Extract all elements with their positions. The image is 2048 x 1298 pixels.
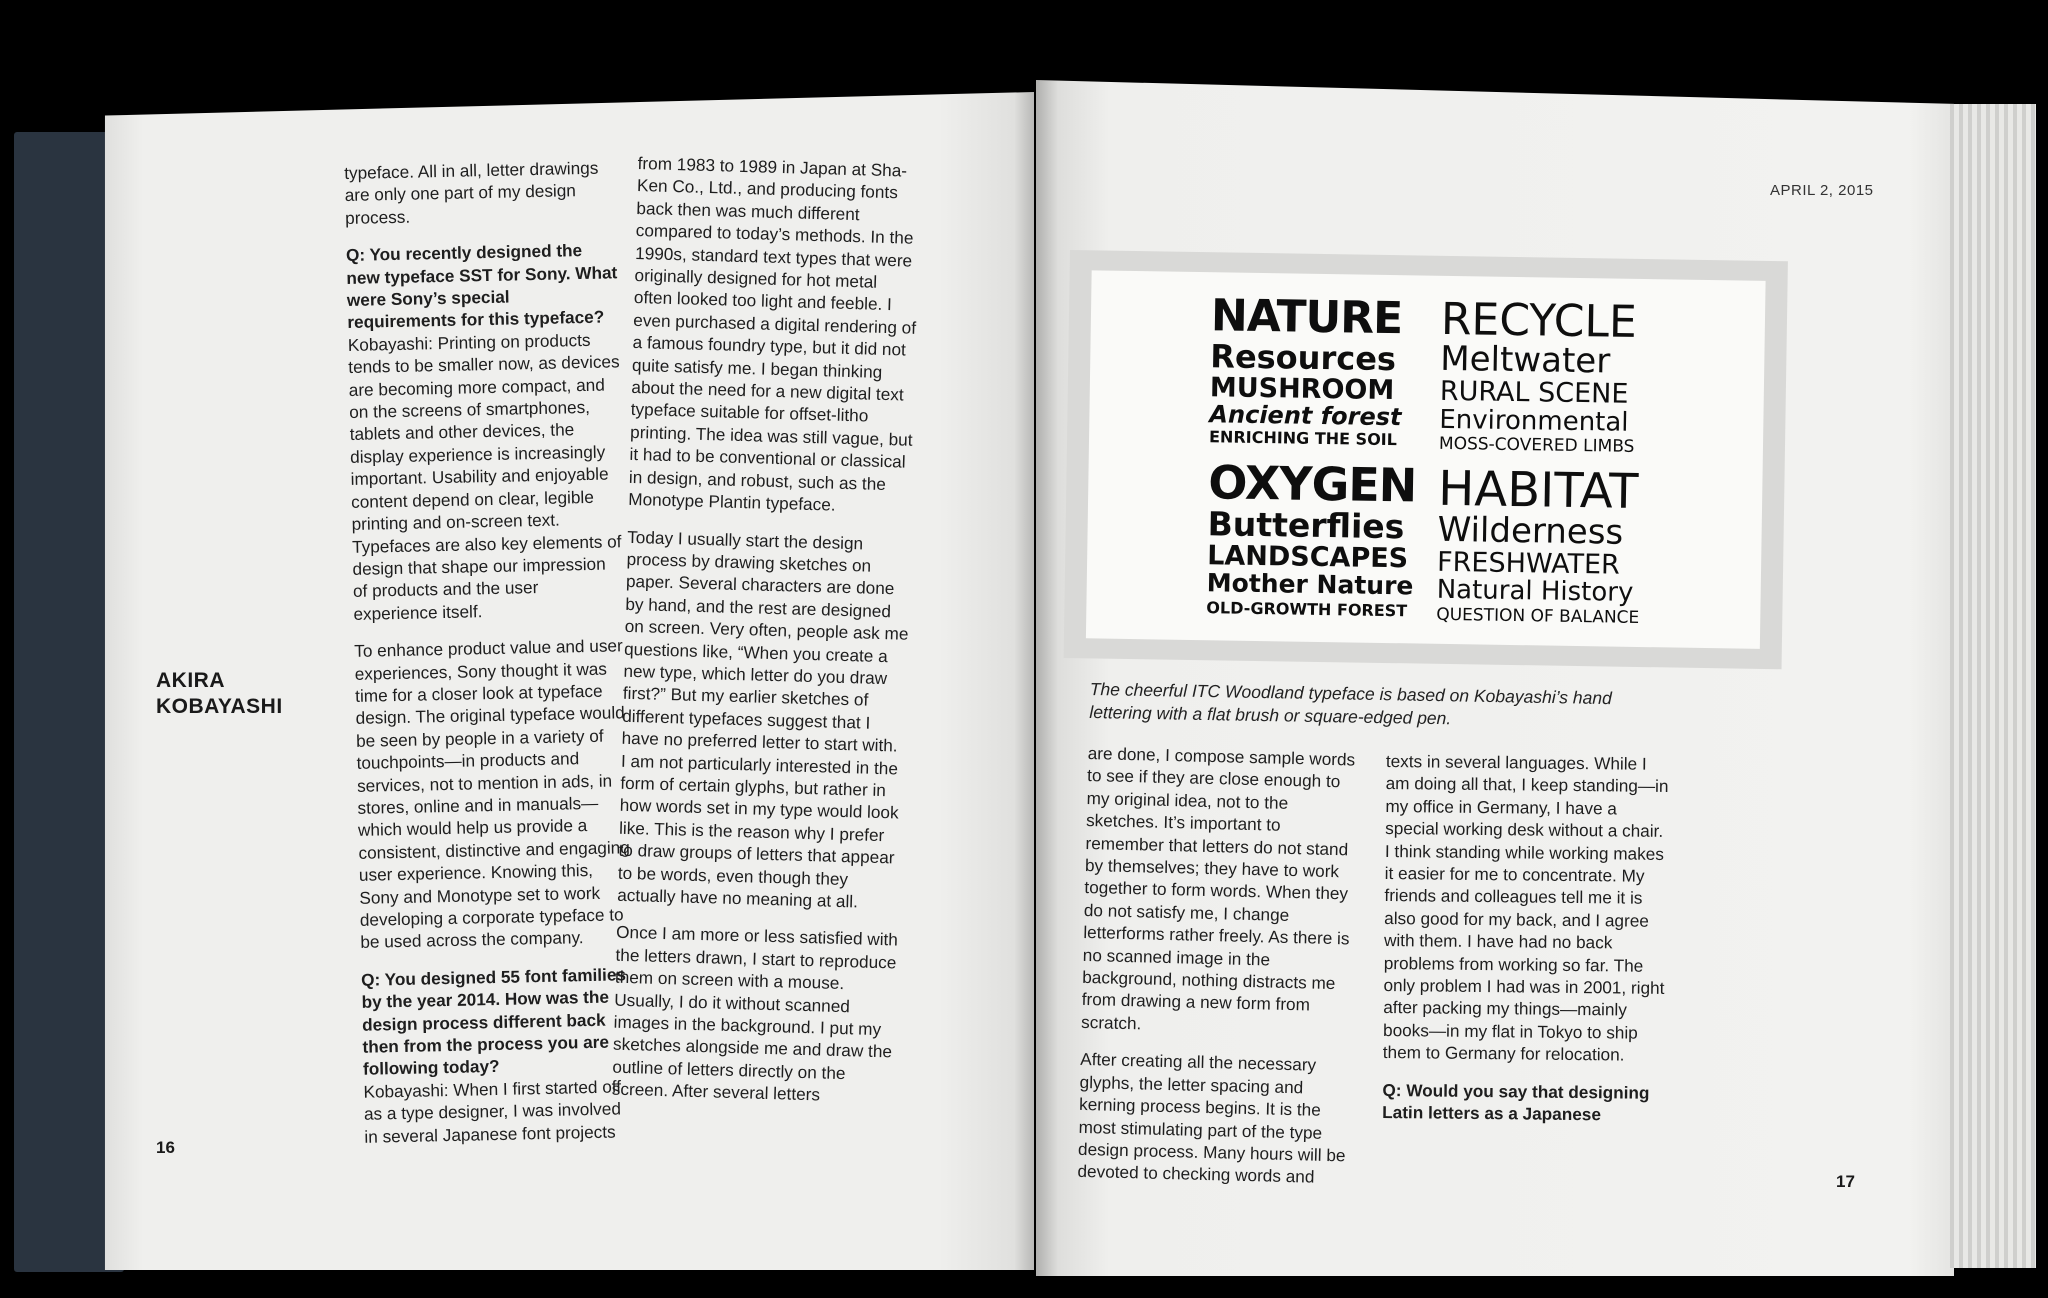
specimen-word: Butterflies bbox=[1207, 504, 1405, 547]
answer: Kobayashi: Printing on products tends to be smaller now, as devices are becoming more compact, and on the screens of smartphones, tablets and other devices, the display experience is increasingly important. Usability and enjoyable content depend on clear, legible printing and on-screen text. Typefaces are also key elements of design that shape our impression of products and the user experience itself. bbox=[347, 329, 622, 624]
question: Q: You recently designed the new typeface SST for Sony. What were Sony’s special requirements for this typeface? bbox=[345, 240, 618, 333]
left-column-2 bbox=[611, 152, 922, 1123]
specimen-word: FRESHWATER bbox=[1436, 546, 1621, 581]
question: Q: You designed 55 font families by the year 2014. How was the design process different back then from the process you are following today? bbox=[360, 964, 627, 1080]
specimen-word: Resources bbox=[1210, 337, 1397, 379]
paragraph: are done, I compose sample words to see if they are close enough to my original idea, not to the sketches. It’s important to remember that letters do not stand by themselves; they have to work together to form words. When they do not satisfy me, I change letterforms rather freely. As there is no scanned image in the background, nothing distracts me from drawing a new form from scratch. bbox=[1080, 742, 1356, 1034]
specimen-word: MOSS-COVERED LIMBS bbox=[1438, 433, 1635, 457]
specimen-word: Mother Nature bbox=[1206, 568, 1414, 601]
specimen-word: Natural History bbox=[1436, 574, 1634, 608]
specimen-panel bbox=[1086, 270, 1766, 649]
specimen-right-words bbox=[1436, 293, 1644, 628]
author-name: AKIRA KOBAYASHI bbox=[156, 669, 283, 718]
page-number-left: 16 bbox=[156, 1138, 175, 1157]
specimen-word: NATURE bbox=[1210, 290, 1403, 345]
specimen-caption: The cheerful ITC Woodland typeface is based on Kobayashi’s hand lettering with a flat brush or square-edged pen. bbox=[1089, 678, 1612, 729]
paragraph: To enhance product value and user experiences, Sony thought it was time for a closer look at typeface design. The original typeface would be seen by people in a variety of touchpoints—in products and services, not to mention in ads, in stores, online and in manuals—which would help us provide a consistent, distinctive and engaging user experience. Knowing this, Sony and Monotype set to work developing a corporate typeface to be used across the company. bbox=[354, 635, 630, 953]
specimen-word: Meltwater bbox=[1440, 338, 1611, 382]
specimen-word: Wilderness bbox=[1437, 509, 1624, 553]
book-gutter bbox=[1014, 80, 1058, 1276]
right-column-2 bbox=[1382, 750, 1670, 1141]
specimen-word: QUESTION OF BALANCE bbox=[1436, 604, 1640, 628]
paragraph bbox=[1382, 1079, 1666, 1127]
paragraph: from 1983 to 1989 in Japan at Sha-Ken Co., Ltd., and producing fonts back then was much different compared to today’s methods. In the 1990s, standard text types that were originally designed for hot metal often looked too light and feeble. I even purchased a digital rendering of a famous foundry type, but it did not quite satisfy me. I began thinking about the need for a new digital text typeface suitable for offset-litho printing. The idea was still vague, but it had to be conventional or classical in design, and robust, such as the Monotype Plantin typeface. bbox=[628, 152, 917, 515]
typeface-specimen bbox=[1064, 250, 1788, 669]
page-stack-edge bbox=[1950, 104, 2036, 1268]
specimen-word: RECYCLE bbox=[1440, 293, 1638, 348]
paragraph: Today I usually start the design process by drawing sketches on paper. Several characters are done by hand, and the rest are designed on screen. Very often, people ask me questions like, “When you create a new type, which letter do you draw first?” But my earlier sketches of different typefaces suggest that I have no preferred letter to start with. I am not particularly interested in the form of certain glyphs, but rather in how words set in my type would look like. This is the reason why I prefer to draw groups of letters that appear to be words, even though they actually have no meaning at all. bbox=[616, 526, 909, 912]
specimen-word: ENRICHING THE SOIL bbox=[1208, 427, 1398, 450]
right-column-1 bbox=[1077, 742, 1360, 1204]
paragraph: typeface. All in all, letter drawings are only one part of my design process. bbox=[344, 157, 599, 228]
specimen-word: LANDSCAPES bbox=[1206, 540, 1409, 575]
interview-block bbox=[361, 963, 637, 1148]
answer: Kobayashi: When I first started off as a type designer, I was involved in several Japanese font projects bbox=[363, 1076, 622, 1147]
paragraph: After creating all the necessary glyphs, the letter spacing and kerning process begins. It is the most stimulating part of the type design process. Many hours will be devoted to checking words and bbox=[1077, 1049, 1346, 1187]
specimen-word: MUSHROOM bbox=[1209, 372, 1395, 407]
interview-block bbox=[346, 239, 626, 626]
left-column-1 bbox=[344, 156, 637, 1163]
paragraph: texts in several languages. While I am doing all that, I keep standing—in my office in Germany, I have a special working desk without a chair. I think standing while working makes it easier for me to concentrate. My friends and colleagues tell me it is also good for my back, and I agree with them. I have had no back problems from working so far. The only problem I had was in 2001, right after packing my things—mainly books—in my flat in Tokyo to ship them to Germany for relocation. bbox=[1382, 750, 1669, 1065]
specimen-word: Ancient forest bbox=[1209, 400, 1402, 432]
specimen-word: OLD-GROWTH FOREST bbox=[1206, 598, 1408, 621]
page-date: APRIL 2, 2015 bbox=[1770, 182, 1874, 199]
specimen-word: OXYGEN bbox=[1207, 455, 1417, 513]
specimen-word: HABITAT bbox=[1437, 460, 1639, 520]
specimen-word: Environmental bbox=[1439, 404, 1629, 438]
page-number-right: 17 bbox=[1836, 1172, 1855, 1191]
specimen-left-words bbox=[1206, 290, 1419, 621]
paragraph: Once I am more or less satisfied with the letters drawn, I start to reproduce them on screen with a mouse. Usually, I do it without scanned images in the background. I put my sketches alongside me and draw the outline of letters directly on the screen. After several letters bbox=[611, 922, 899, 1105]
specimen-word: RURAL SCENE bbox=[1439, 375, 1629, 410]
question: Q: Would you say that designing Latin letters as a Japanese bbox=[1382, 1079, 1650, 1125]
